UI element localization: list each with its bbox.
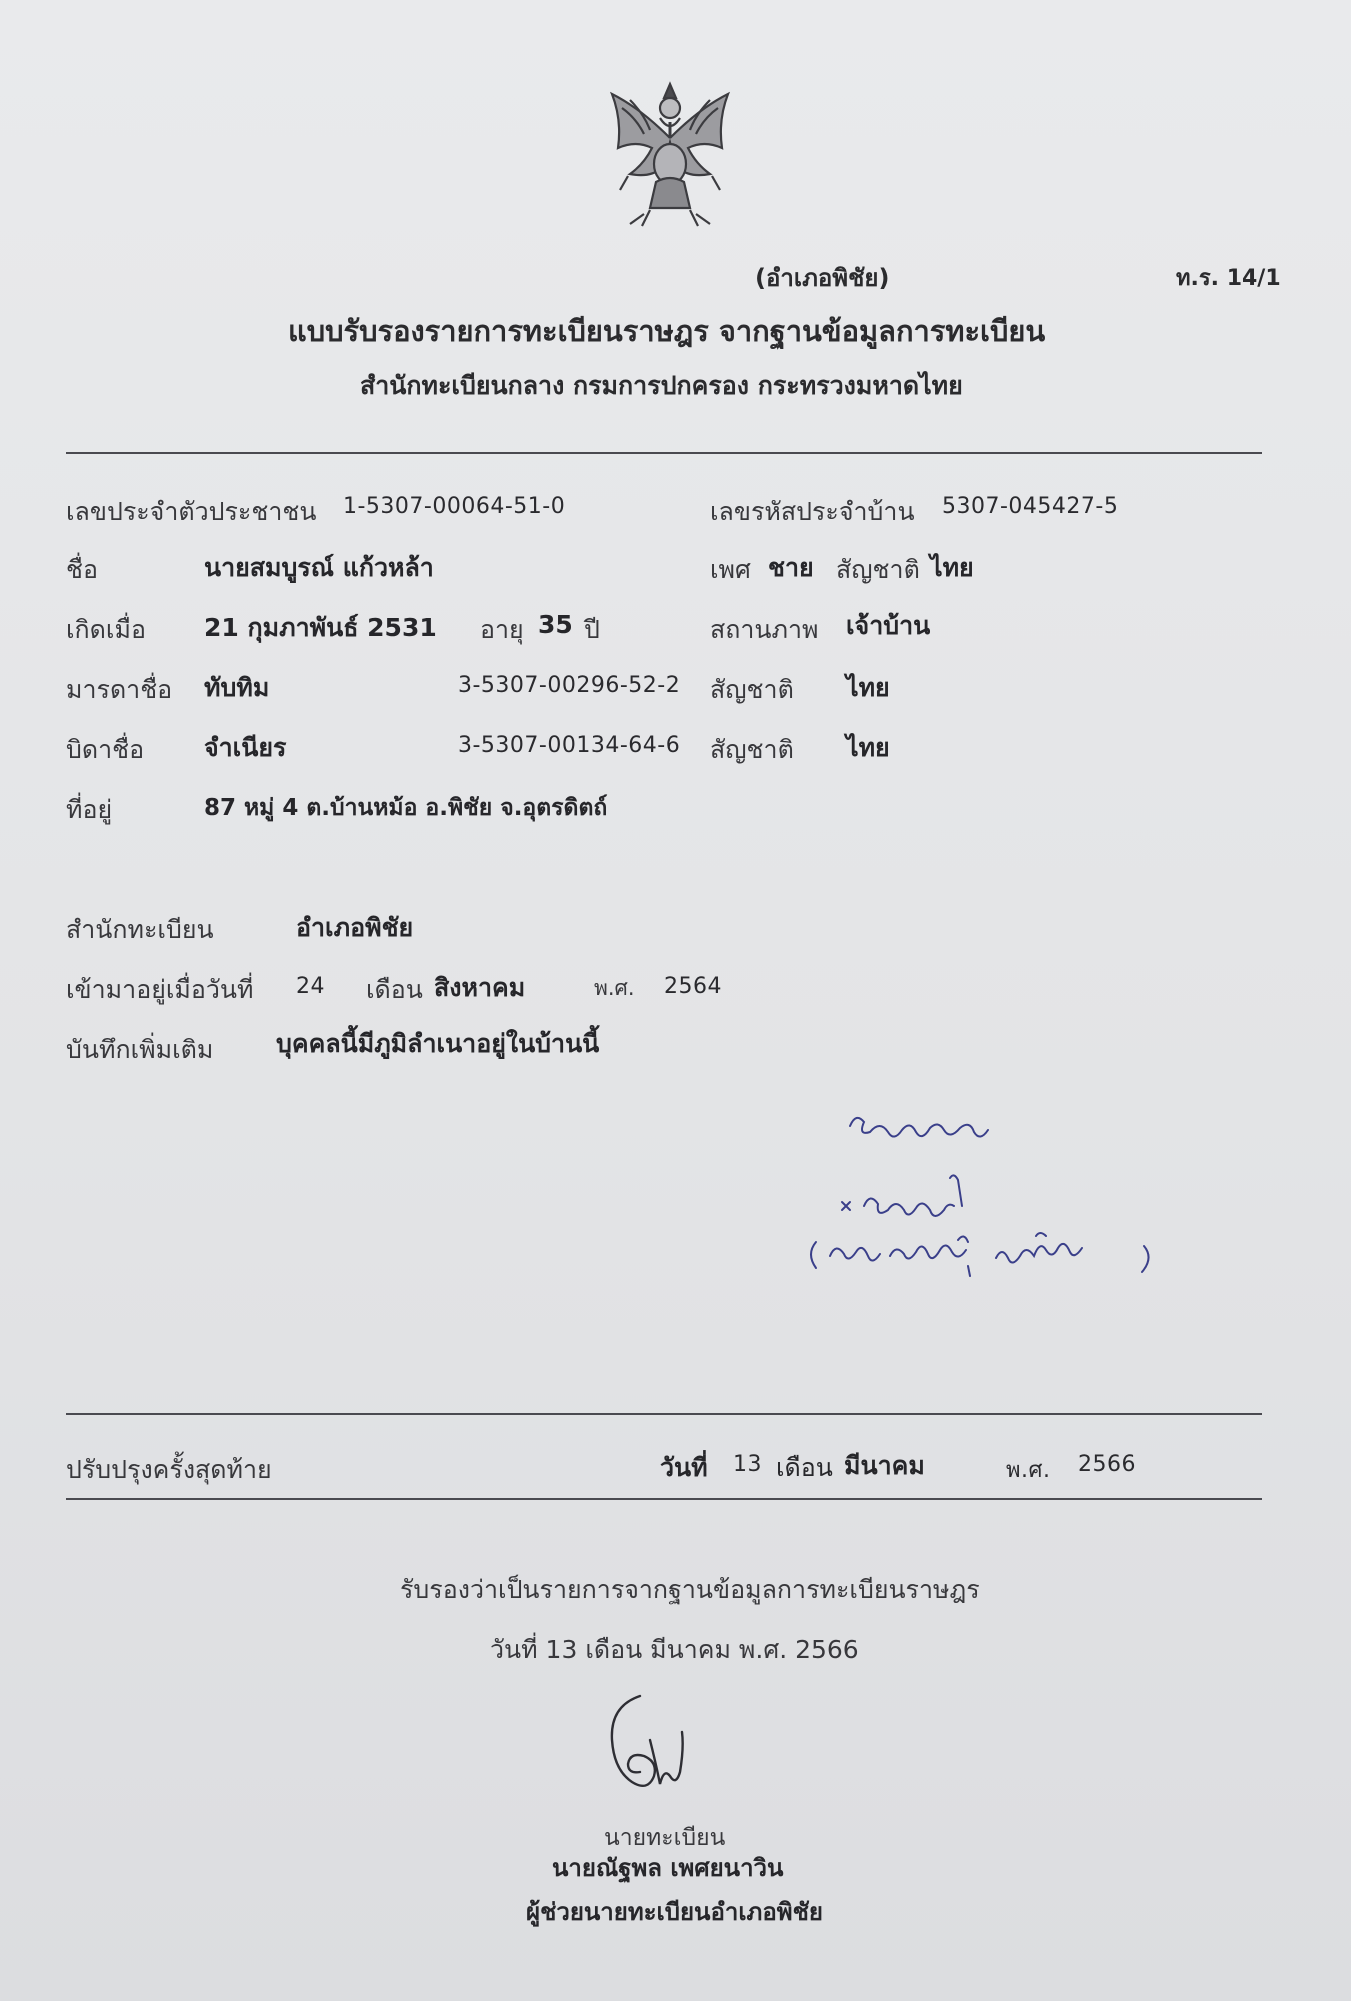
officer-title: ผู้ช่วยนายทะเบียนอำเภอพิชัย [526, 1898, 823, 1926]
registry-office-value: อำเภอพิชัย [296, 913, 414, 942]
moved-in-month: สิงหาคม [434, 973, 526, 1002]
header-divider [66, 452, 1262, 454]
last-update-year-label: พ.ศ. [1006, 1458, 1051, 1483]
mother-label: มารดาชื่อ [66, 675, 173, 704]
moved-in-day: 24 [296, 974, 325, 999]
status-value: เจ้าบ้าน [846, 611, 931, 640]
nationality-label: สัญชาติ [836, 555, 920, 584]
father-label: บิดาชื่อ [66, 735, 145, 764]
handwritten-certification [800, 1090, 1180, 1280]
sex-value: ชาย [768, 553, 814, 582]
father-id: 3-5307-00134-64-6 [458, 733, 681, 758]
name-value: นายสมบูรณ์ แก้วหล้า [204, 553, 434, 582]
name-label: ชื่อ [66, 555, 98, 584]
nationality-value: ไทย [930, 553, 974, 582]
document-title: แบบรับรองรายการทะเบียนราษฎร จากฐานข้อมูลการทะเบียน [288, 314, 1046, 348]
citizen-id-value: 1-5307-00064-51-0 [343, 494, 566, 519]
moved-in-year-label: พ.ศ. [594, 976, 635, 1000]
born-label: เกิดเมื่อ [66, 615, 146, 644]
address-label: ที่อยู่ [66, 795, 113, 824]
certify-statement: รับรองว่าเป็นรายการจากฐานข้อมูลการทะเบียนราษฎร [400, 1575, 980, 1604]
last-update-month: มีนาคม [844, 1451, 925, 1480]
father-name: จำเนียร [204, 733, 287, 762]
note-label: บันทึกเพิ่มเติม [66, 1035, 214, 1064]
last-update-day: 13 [733, 1452, 762, 1477]
father-nationality: ไทย [846, 733, 890, 762]
moved-in-month-label: เดือน [366, 975, 423, 1004]
mother-id: 3-5307-00296-52-2 [458, 673, 681, 698]
mother-nationality-label: สัญชาติ [710, 675, 794, 704]
certify-date: วันที่ 13 เดือน มีนาคม พ.ศ. 2566 [490, 1635, 859, 1664]
moved-in-label: เข้ามาอยู่เมื่อวันที่ [66, 975, 254, 1004]
father-nationality-label: สัญชาติ [710, 735, 794, 764]
age-value: 35 [538, 610, 573, 639]
registrar-signature [600, 1690, 690, 1800]
last-update-year: 2566 [1078, 1452, 1136, 1477]
address-value: 87 หมู่ 4 ต.บ้านหม้อ อ.พิชัย จ.อุตรดิตถ์ [204, 795, 608, 821]
age-unit: ปี [584, 615, 600, 644]
district-heading: (อำเภอพิชัย) [755, 264, 890, 292]
last-update-month-label: เดือน [776, 1453, 833, 1482]
update-divider-bottom [66, 1498, 1262, 1500]
mother-name: ทับทิม [204, 673, 270, 702]
note-value: บุคคลนี้มีภูมิลำเนาอยู่ในบ้านนี้ [276, 1029, 600, 1058]
house-code-label: เลขรหัสประจำบ้าน [710, 497, 915, 526]
sex-label: เพศ [710, 555, 751, 584]
born-value: 21 กุมภาพันธ์ 2531 [204, 613, 437, 642]
registry-office-label: สำนักทะเบียน [66, 915, 214, 944]
citizen-id-label: เลขประจำตัวประชาชน [66, 497, 317, 526]
registrar-role: นายทะเบียน [604, 1825, 726, 1851]
last-update-label: ปรับปรุงครั้งสุดท้าย [66, 1455, 272, 1484]
status-label: สถานภาพ [710, 615, 819, 644]
last-update-day-label: วันที่ [660, 1453, 708, 1482]
mother-nationality: ไทย [846, 673, 890, 702]
officer-name: นายณัฐพล เพศยนาวิน [552, 1854, 784, 1882]
age-label: อายุ [480, 615, 524, 644]
form-code: ท.ร. 14/1 [1176, 266, 1281, 291]
garuda-emblem [600, 78, 740, 230]
moved-in-year: 2564 [664, 974, 722, 999]
update-divider-top [66, 1413, 1262, 1415]
house-code-value: 5307-045427-5 [942, 494, 1119, 519]
document-subtitle: สำนักทะเบียนกลาง กรมการปกครอง กระทรวงมหาดไทย [360, 371, 963, 400]
